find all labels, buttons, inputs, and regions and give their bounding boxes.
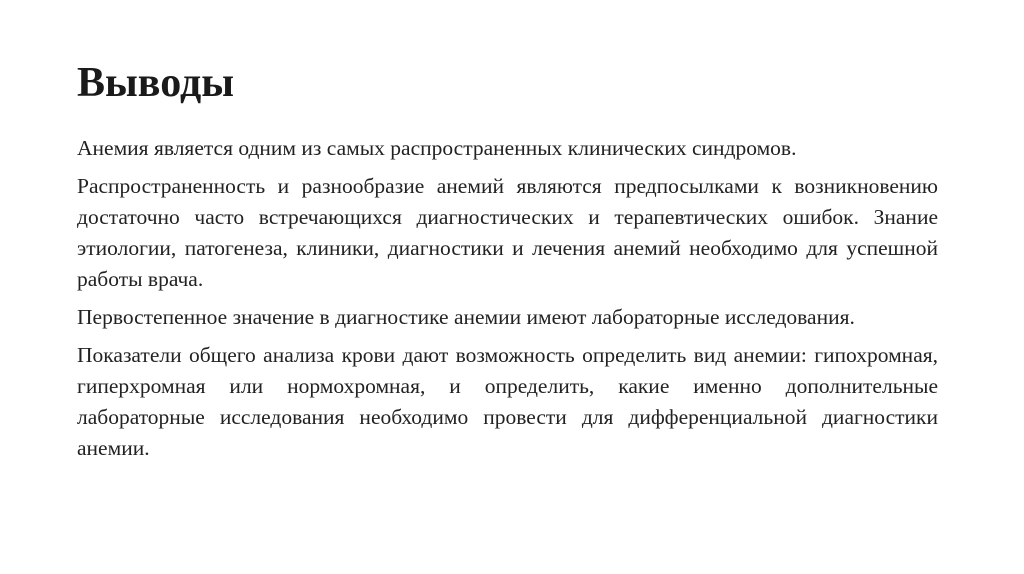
paragraph-diagnostic-errors: Распространенность и разнообразие анемий являются предпосылками к возникновению достаточно часто встречающихся диагностических и терапевтических ошибок. Знание этиологии, патогенеза, клиники, диагностики и лечения анемий необходимо для успешной работы врача. xyxy=(77,174,938,291)
paragraph-anemia-prevalence: Анемия является одним из самых распространенных клинических синдромов. xyxy=(77,136,797,160)
slide-body xyxy=(77,133,938,471)
slide-title: Выводы xyxy=(77,60,235,106)
paragraph-lab-importance: Первостепенное значение в диагностике анемии имеют лабораторные исследования. xyxy=(77,305,855,329)
paragraph-blood-test: Показатели общего анализа крови дают возможность определить вид анемии: гипохромная, гиперхромная или нормохромная, и определить, какие именно дополнительные лабораторные исследования необходимо провести для дифференциальной диагностики анемии. xyxy=(77,343,938,460)
